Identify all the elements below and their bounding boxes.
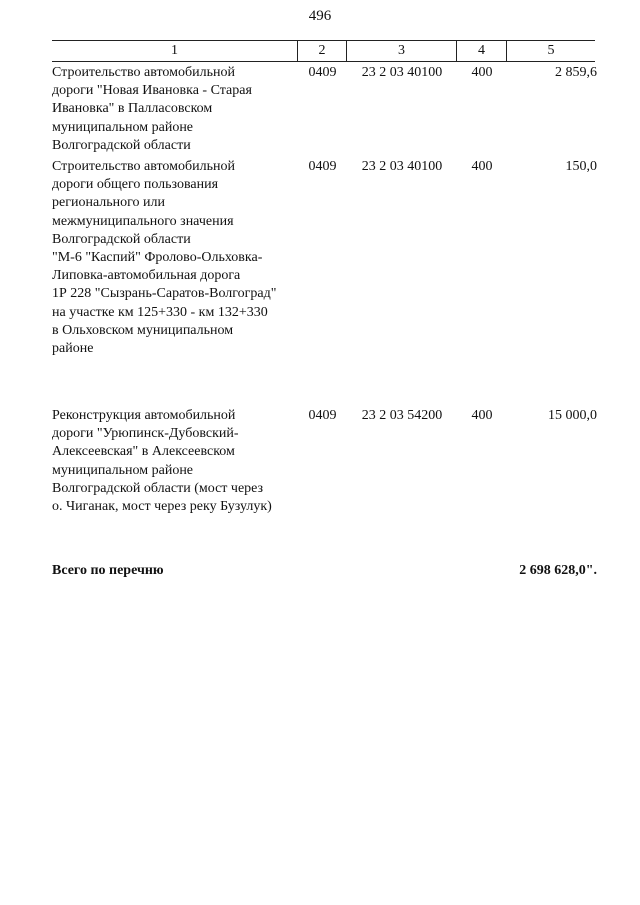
total-label: Всего по перечню xyxy=(52,563,164,578)
row-section-code: 0409 xyxy=(308,159,337,174)
total-amount: 2 698 628,0". xyxy=(519,563,597,578)
row-target-article: 23 2 03 54200 xyxy=(361,408,443,423)
row-amount: 15 000,0 xyxy=(548,408,597,423)
row-amount: 2 859,6 xyxy=(555,65,597,80)
row-expense-type: 400 xyxy=(471,408,493,423)
row-expense-type: 400 xyxy=(471,159,493,174)
row-section-code: 0409 xyxy=(308,65,337,80)
table-row xyxy=(52,407,597,516)
row-name: Строительство автомобильной дороги общего пользования регионального или межмуниципального значения Волгоградской области "М-6 "Каспий" Фролово-Ольховка- Липовка-автомобильная дорога 1Р 228 "Сызрань-Саратов-Волгоград" на участке км 125+330 - км 132+330 в Ольховском муниципальном районе xyxy=(52,159,277,357)
column-header-5: 5 xyxy=(547,43,555,58)
column-header-3: 3 xyxy=(347,41,457,61)
row-section-code: 0409 xyxy=(308,408,337,423)
row-target-article: 23 2 03 40100 xyxy=(361,65,443,80)
table-row xyxy=(52,64,597,155)
row-expense-type: 400 xyxy=(471,65,493,80)
table-header xyxy=(52,40,595,62)
row-name: Строительство автомобильной дороги "Новая Ивановка - Старая Ивановка" в Палласовском муниципальном районе Волгоградской области xyxy=(52,65,252,153)
total-row xyxy=(52,563,597,579)
column-header-2: 2 xyxy=(298,41,347,61)
row-amount: 150,0 xyxy=(565,159,597,174)
column-header-4: 4 xyxy=(457,41,507,61)
table-row xyxy=(52,158,597,358)
page-number: 496 xyxy=(308,8,332,24)
column-header-1: 1 xyxy=(52,41,298,61)
row-name: Реконструкция автомобильной дороги "Урюпинск-Дубовский- Алексеевская" в Алексеевском муниципальном районе Волгоградской области (мост через о. Чиганак, мост через реку Бузулук) xyxy=(52,408,272,515)
row-target-article: 23 2 03 40100 xyxy=(361,159,443,174)
